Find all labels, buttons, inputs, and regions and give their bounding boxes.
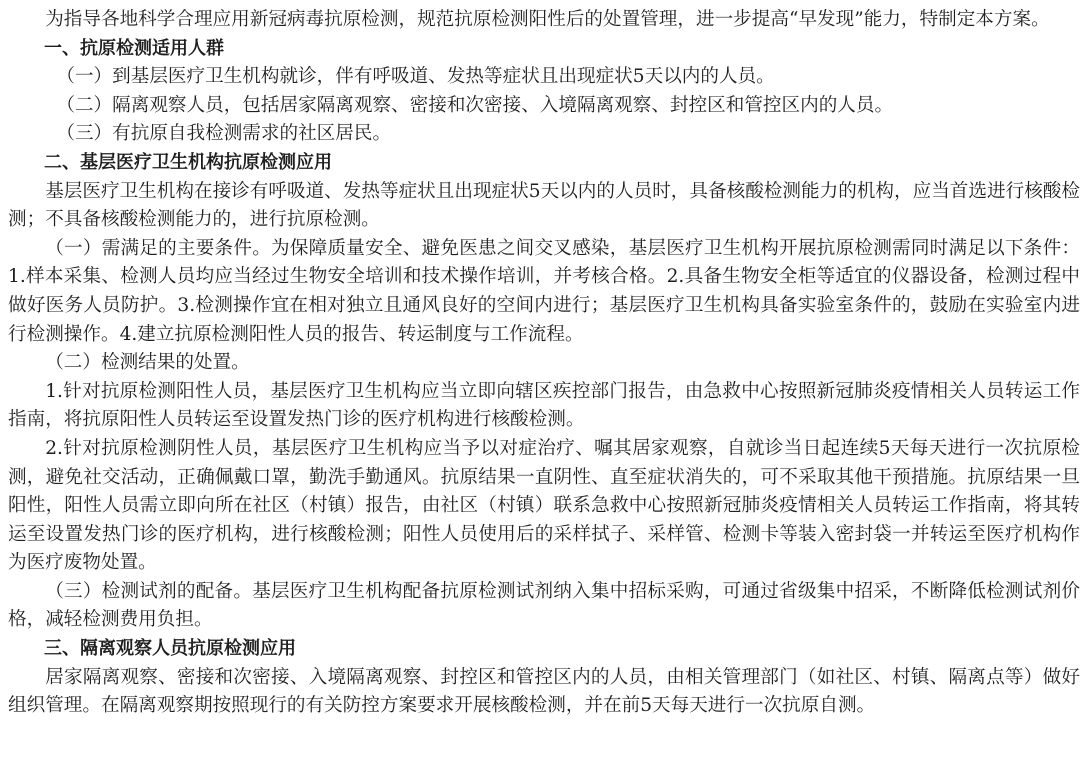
section-2-results-subheading: （二）检测结果的处置。 (45, 352, 250, 374)
section-2-negative-paragraph: 2.针对抗原检测阴性人员，基层医疗卫生机构应当予以对症治疗、嘱其居家观察，自就诊当日起连续5天每天进行一次抗原检测，避免社交活动，正确佩戴口罩，勤洗手勤通风。抗原结果一直阴性、直至症状消失的，可不采取其他干预措施。抗原结果一旦阳性，阳性人员需立即向所在社区（村镇）报告，由社区（村镇）联系急救中心按照新冠肺炎疫情相关人员转运工作指南，将其转运至设置发热门诊的医疗机构，进行核酸检测；阳性人员使用后的采样拭子、采样管、检测卡等装入密封袋一并转运至医疗机构作为医疗废物处置。 (8, 437, 1080, 574)
intro-paragraph: 为指导各地科学合理应用新冠病毒抗原检测，规范抗原检测阳性后的处置管理，进一步提高“早发现”能力，特制定本方案。 (45, 9, 1050, 30)
section-3-heading: 三、隔离观察人员抗原检测应用 (44, 638, 296, 660)
section-2-heading: 二、基层医疗卫生机构抗原检测应用 (44, 151, 332, 173)
section-2-reagent-paragraph: （三）检测试剂的配备。基层医疗卫生机构配备抗原检测试剂纳入集中招标采购，可通过省级集中招采，不断降低检测试剂价格，减轻检测费用负担。 (8, 580, 1080, 631)
section-2-paragraph-1: 基层医疗卫生机构在接诊有呼吸道、发热等症状且出现症状5天以内的人员时，具备核酸检测能力的机构，应当首选进行核酸检测；不具备核酸检测能力的，进行抗原检测。 (8, 180, 1080, 231)
section-1-item-1: （一）到基层医疗卫生机构就诊，伴有呼吸道、发热等症状且出现症状5天以内的人员。 (56, 66, 775, 88)
section-3-paragraph-1: 居家隔离观察、密接和次密接、入境隔离观察、封控区和管控区内的人员，由相关管理部门（如社区、村镇、隔离点等）做好组织管理。在隔离观察期按照现行的有关防控方案要求开展核酸检测，并在前5天每天进行一次抗原自测。 (8, 666, 1080, 717)
section-2-positive-paragraph: 1.针对抗原检测阳性人员，基层医疗卫生机构应当立即向辖区疾控部门报告，由急救中心按照新冠肺炎疫情相关人员转运工作指南，将抗原阳性人员转运至设置发热门诊的医疗机构进行核酸检测。 (8, 380, 1080, 431)
section-1-item-2: （二）隔离观察人员，包括居家隔离观察、密接和次密接、入境隔离观察、封控区和管控区内的人员。 (56, 94, 894, 116)
section-1-heading: 一、抗原检测适用人群 (44, 37, 224, 59)
section-2-conditions-paragraph: （一）需满足的主要条件。为保障质量安全、避免医患之间交叉感染，基层医疗卫生机构开展抗原检测需同时满足以下条件：1.样本采集、检测人员均应当经过生物安全培训和技术操作培训，并考核合格。2.具备生物安全柜等适宜的仪器设备，检测过程中做好医务人员防护。3.检测操作宜在相对独立且通风良好的空间内进行；基层医疗卫生机构具备实验室条件的，鼓励在实验室内进行检测操作。4.建立抗原检测阳性人员的报告、转运制度与工作流程。 (8, 237, 1080, 345)
section-1-item-3: （三）有抗原自我检测需求的社区居民。 (56, 123, 392, 145)
